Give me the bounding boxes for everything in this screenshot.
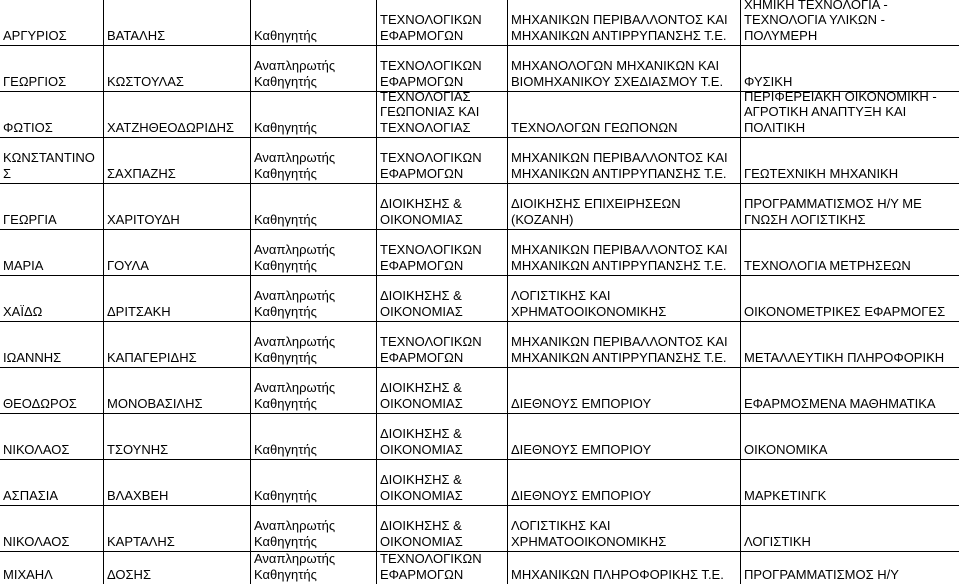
subject-cell: ΟΙΚΟΝΟΜΕΤΡΙΚΕΣ ΕΦΑΡΜΟΓΕΣ bbox=[744, 303, 946, 319]
table-row bbox=[0, 230, 959, 276]
last-name-cell: ΓΟΥΛΑ bbox=[104, 230, 251, 275]
last-name-cell: ΚΑΠΑΓΕΡΙΔΗΣ bbox=[104, 322, 251, 367]
rank-cell: Αναπληρωτής Καθηγητής bbox=[251, 368, 377, 413]
table-row bbox=[0, 460, 959, 506]
school-cell: ΔΙΟΙΚΗΣΗΣ & ΟΙΚΟΝΟΜΙΑΣ bbox=[377, 184, 508, 229]
department-cell: ΤΕΧΝΟΛΟΓΩΝ ΓΕΩΠΟΝΩΝ bbox=[508, 92, 741, 137]
subject-cell: ΛΟΓΙΣΤΙΚΗ bbox=[744, 533, 811, 549]
school-cell: ΔΙΟΙΚΗΣΗΣ & ΟΙΚΟΝΟΜΙΑΣ bbox=[377, 460, 508, 505]
subject-cell: ΜΑΡΚΕΤΙΝΓΚ bbox=[744, 487, 827, 503]
school-cell: ΔΙΟΙΚΗΣΗΣ & ΟΙΚΟΝΟΜΙΑΣ bbox=[377, 506, 508, 551]
subject-cell: ΤΕΧΝΟΛΟΓΙΑ ΜΕΤΡΗΣΕΩΝ bbox=[744, 257, 911, 273]
rank-cell: Αναπληρωτής Καθηγητής bbox=[251, 322, 377, 367]
table-row bbox=[0, 322, 959, 368]
table-row bbox=[0, 276, 959, 322]
table-row bbox=[0, 88, 959, 138]
department-cell: ΛΟΓΙΣΤΙΚΗΣ ΚΑΙ ΧΡΗΜΑΤΟΟΙΚΟΝΟΜΙΚΗΣ bbox=[508, 276, 741, 321]
first-name-cell: ΜΙΧΑΗΛ bbox=[0, 552, 104, 584]
rank-cell: Καθηγητής bbox=[251, 184, 377, 229]
rank-cell: Καθηγητής bbox=[251, 460, 377, 505]
subject-cell: ΜΕΤΑΛΛΕΥΤΙΚΗ ΠΛΗΡΟΦΟΡΙΚΗ bbox=[744, 349, 945, 365]
rank-cell: Αναπληρωτής Καθηγητής bbox=[251, 138, 377, 183]
last-name-cell: ΜΟΝΟΒΑΣΙΛΗΣ bbox=[104, 368, 251, 413]
last-name-cell: ΤΣΟΥΝΗΣ bbox=[104, 414, 251, 459]
first-name-cell: ΧΑΪΔΩ bbox=[0, 276, 104, 321]
school-cell: ΔΙΟΙΚΗΣΗΣ & ΟΙΚΟΝΟΜΙΑΣ bbox=[377, 368, 508, 413]
last-name-cell: ΒΑΤΑΛΗΣ bbox=[104, 0, 251, 45]
department-cell: ΜΗΧΑΝΙΚΩΝ ΠΕΡΙΒΑΛΛΟΝΤΟΣ ΚΑΙ ΜΗΧΑΝΙΚΩΝ ΑΝΤΙΡΡΥΠΑΝΣΗΣ Τ.Ε. bbox=[508, 230, 741, 275]
table-row bbox=[0, 184, 959, 230]
rank-cell: Καθηγητής bbox=[251, 92, 377, 137]
table-row bbox=[0, 0, 959, 46]
school-cell: ΤΕΧΝΟΛΟΓΙΚΩΝ ΕΦΑΡΜΟΓΩΝ bbox=[377, 0, 508, 45]
table-row bbox=[0, 552, 959, 584]
school-cell: ΤΕΧΝΟΛΟΓΙΚΩΝ ΕΦΑΡΜΟΓΩΝ bbox=[377, 230, 508, 275]
department-cell: ΔΙΕΘΝΟΥΣ ΕΜΠΟΡΙΟΥ bbox=[508, 368, 741, 413]
first-name-cell: ΓΕΩΡΓΙΟΣ bbox=[0, 46, 104, 91]
school-cell: ΤΕΧΝΟΛΟΓΙΚΩΝ ΕΦΑΡΜΟΓΩΝ bbox=[377, 552, 508, 584]
first-name-cell: ΜΑΡΙΑ bbox=[0, 230, 104, 275]
last-name-cell: ΚΑΡΤΑΛΗΣ bbox=[104, 506, 251, 551]
first-name-cell: ΝΙΚΟΛΑΟΣ bbox=[0, 506, 104, 551]
first-name-cell: ΚΩΝΣΤΑΝΤΙΝΟ Σ bbox=[0, 138, 104, 183]
table-row bbox=[0, 138, 959, 184]
rank-cell: Καθηγητής bbox=[251, 414, 377, 459]
rank-cell: Αναπληρωτής Καθηγητής bbox=[251, 46, 377, 91]
subject-cell: ΓΕΩΤΕΧΝΙΚΗ ΜΗΧΑΝΙΚΗ bbox=[744, 165, 899, 181]
subject-cell: ΧΗΜΙΚΗ ΤΕΧΝΟΛΟΓΙΑ - ΤΕΧΝΟΛΟΓΙΑ ΥΛΙΚΩΝ - ΠΟΛΥΜΕΡΗ bbox=[744, 0, 888, 43]
table-row bbox=[0, 414, 959, 460]
rank-cell: Αναπληρωτής Καθηγητής bbox=[251, 276, 377, 321]
department-cell: ΜΗΧΑΝΙΚΩΝ ΠΕΡΙΒΑΛΛΟΝΤΟΣ ΚΑΙ ΜΗΧΑΝΙΚΩΝ ΑΝΤΙΡΡΥΠΑΝΣΗΣ Τ.Ε. bbox=[508, 0, 741, 45]
last-name-cell: ΔΟΣΗΣ bbox=[104, 552, 251, 584]
last-name-cell: ΣΑΧΠΑΖΗΣ bbox=[104, 138, 251, 183]
school-cell: ΤΕΧΝΟΛΟΓΙΚΩΝ ΕΦΑΡΜΟΓΩΝ bbox=[377, 322, 508, 367]
table-row bbox=[0, 506, 959, 552]
subject-cell: ΕΦΑΡΜΟΣΜΕΝΑ ΜΑΘΗΜΑΤΙΚΑ bbox=[744, 395, 936, 411]
rank-cell: Καθηγητής bbox=[251, 0, 377, 45]
department-cell: ΔΙΕΘΝΟΥΣ ΕΜΠΟΡΙΟΥ bbox=[508, 414, 741, 459]
last-name-cell: ΚΩΣΤΟΥΛΑΣ bbox=[104, 46, 251, 91]
department-cell: ΛΟΓΙΣΤΙΚΗΣ ΚΑΙ ΧΡΗΜΑΤΟΟΙΚΟΝΟΜΙΚΗΣ bbox=[508, 506, 741, 551]
subject-cell: ΠΡΟΓΡΑΜΜΑΤΙΣΜΟΣ Η/Υ bbox=[744, 566, 899, 582]
first-name-cell: ΓΕΩΡΓΙΑ bbox=[0, 184, 104, 229]
first-name-cell: ΙΩΑΝΝΗΣ bbox=[0, 322, 104, 367]
subject-cell: ΠΡΟΓΡΑΜΜΑΤΙΣΜΟΣ Η/Υ ΜΕ ΓΝΩΣΗ ΛΟΓΙΣΤΙΚΗΣ bbox=[744, 196, 922, 227]
last-name-cell: ΧΑΡΙΤΟΥΔΗ bbox=[104, 184, 251, 229]
department-cell: ΔΙΟΙΚΗΣΗΣ ΕΠΙΧΕΙΡΗΣΕΩΝ (ΚΟΖΑΝΗ) bbox=[508, 184, 741, 229]
department-cell: ΜΗΧΑΝΙΚΩΝ ΠΕΡΙΒΑΛΛΟΝΤΟΣ ΚΑΙ ΜΗΧΑΝΙΚΩΝ ΑΝΤΙΡΡΥΠΑΝΣΗΣ Τ.Ε. bbox=[508, 138, 741, 183]
school-cell: ΔΙΟΙΚΗΣΗΣ & ΟΙΚΟΝΟΜΙΑΣ bbox=[377, 414, 508, 459]
school-cell: ΤΕΧΝΟΛΟΓΙΚΩΝ ΕΦΑΡΜΟΓΩΝ bbox=[377, 46, 508, 91]
department-cell: ΜΗΧΑΝΟΛΟΓΩΝ ΜΗΧΑΝΙΚΩΝ ΚΑΙ ΒΙΟΜΗΧΑΝΙΚΟΥ ΣΧΕΔΙΑΣΜΟΥ Τ.Ε. bbox=[508, 46, 741, 91]
subject-cell: ΟΙΚΟΝΟΜΙΚΑ bbox=[744, 441, 828, 457]
rank-cell: Αναπληρωτής Καθηγητής bbox=[251, 230, 377, 275]
last-name-cell: ΒΛΑΧΒΕΗ bbox=[104, 460, 251, 505]
table-row bbox=[0, 46, 959, 92]
department-cell: ΜΗΧΑΝΙΚΩΝ ΠΕΡΙΒΑΛΛΟΝΤΟΣ ΚΑΙ ΜΗΧΑΝΙΚΩΝ ΑΝΤΙΡΡΥΠΑΝΣΗΣ Τ.Ε. bbox=[508, 322, 741, 367]
subject-cell: ΦΥΣΙΚΗ bbox=[744, 73, 793, 89]
rank-cell: Αναπληρωτής Καθηγητής bbox=[251, 552, 377, 584]
first-name-cell: ΦΩΤΙΟΣ bbox=[0, 92, 104, 137]
first-name-cell: ΑΣΠΑΣΙΑ bbox=[0, 460, 104, 505]
first-name-cell: ΑΡΓΥΡΙΟΣ bbox=[0, 0, 104, 45]
first-name-cell: ΘΕΟΔΩΡΟΣ bbox=[0, 368, 104, 413]
department-cell: ΜΗΧΑΝΙΚΩΝ ΠΛΗΡΟΦΟΡΙΚΗΣ Τ.Ε. bbox=[508, 552, 741, 584]
rank-cell: Αναπληρωτής Καθηγητής bbox=[251, 506, 377, 551]
table-row bbox=[0, 368, 959, 414]
subject-cell: ΠΕΡΙΦΕΡΕΙΑΚΗ ΟΙΚΟΝΟΜΙΚΗ - ΑΓΡΟΤΙΚΗ ΑΝΑΠΤΥΞΗ ΚΑΙ ΠΟΛΙΤΙΚΗ bbox=[744, 88, 937, 135]
school-cell: ΤΕΧΝΟΛΟΓΙΑΣ ΓΕΩΠΟΝΙΑΣ ΚΑΙ ΤΕΧΝΟΛΟΓΙΑΣ bbox=[377, 92, 508, 137]
department-cell: ΔΙΕΘΝΟΥΣ ΕΜΠΟΡΙΟΥ bbox=[508, 460, 741, 505]
last-name-cell: ΔΡΙΤΣΑΚΗ bbox=[104, 276, 251, 321]
last-name-cell: ΧΑΤΖΗΘΕΟΔΩΡΙΔΗΣ bbox=[104, 92, 251, 137]
school-cell: ΤΕΧΝΟΛΟΓΙΚΩΝ ΕΦΑΡΜΟΓΩΝ bbox=[377, 138, 508, 183]
school-cell: ΔΙΟΙΚΗΣΗΣ & ΟΙΚΟΝΟΜΙΑΣ bbox=[377, 276, 508, 321]
first-name-cell: ΝΙΚΟΛΑΟΣ bbox=[0, 414, 104, 459]
